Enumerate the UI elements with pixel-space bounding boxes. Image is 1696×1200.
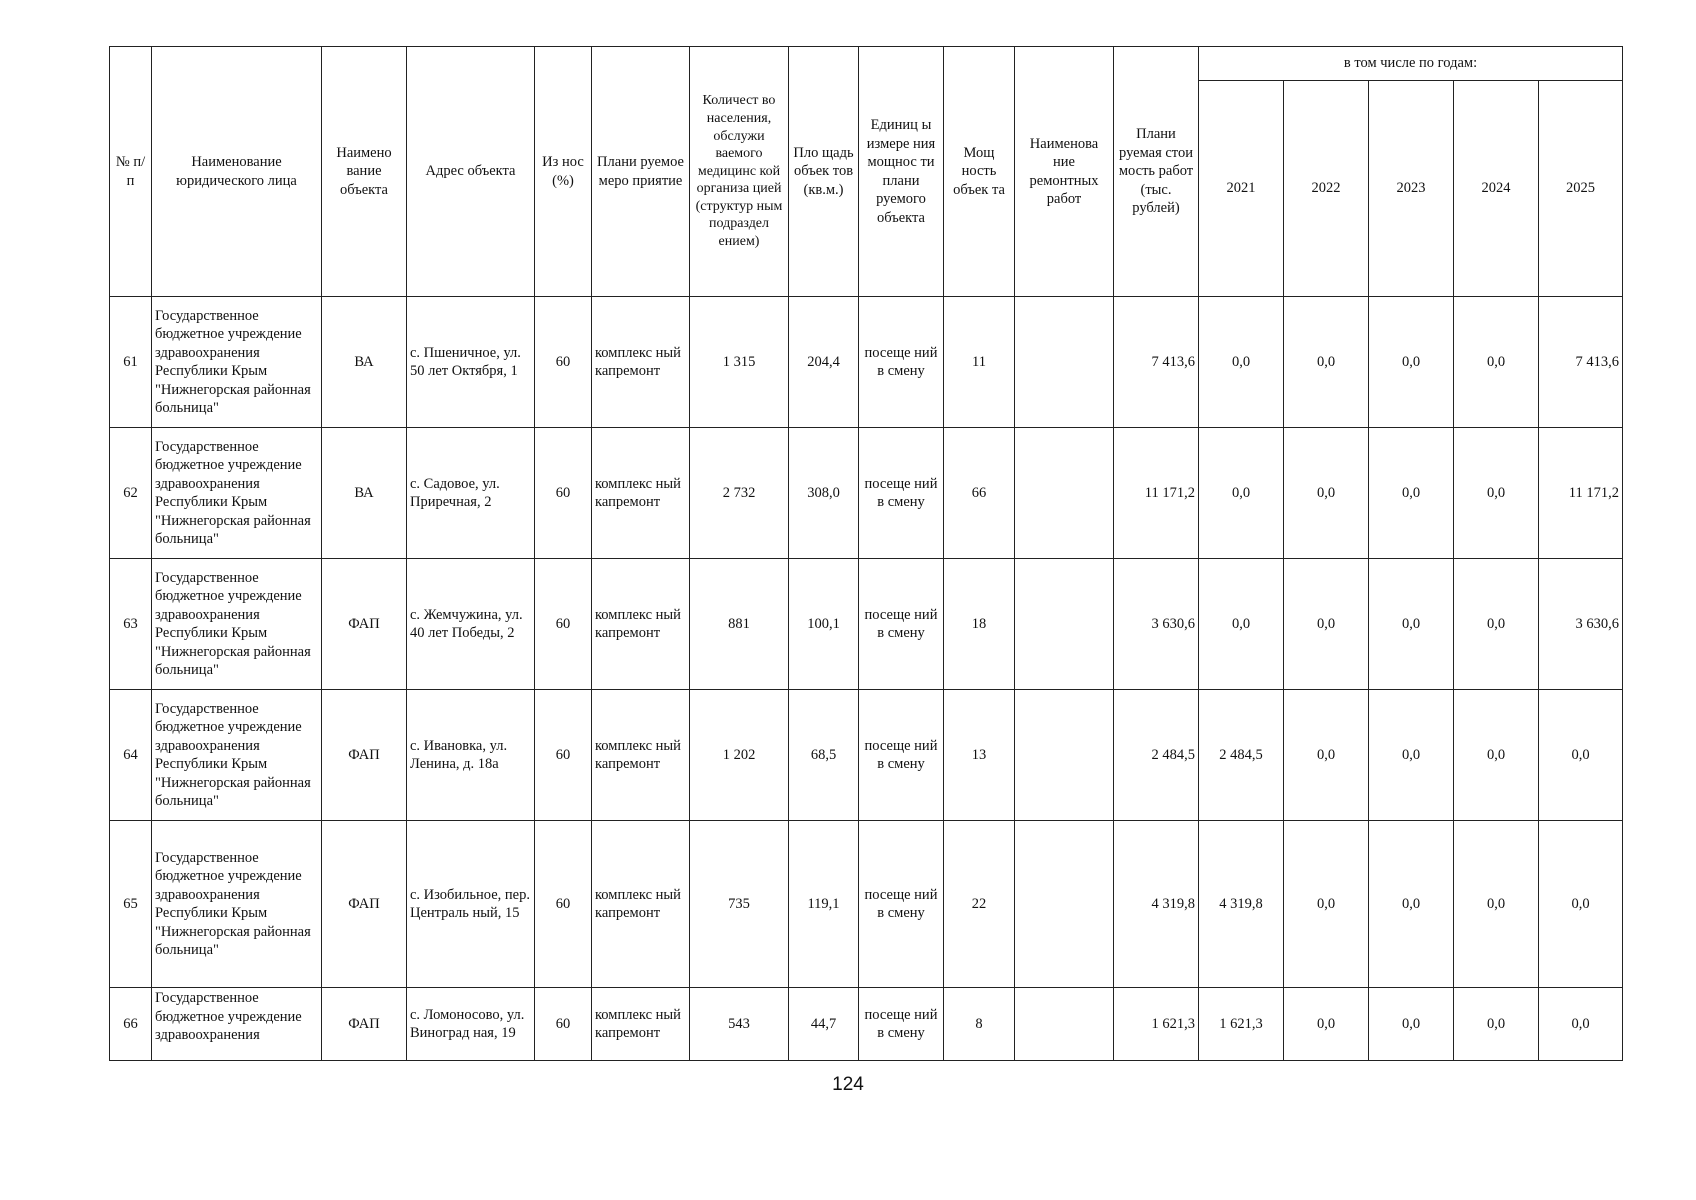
cell-legal-entity: Государственное бюджетное учреждение здравоохранения (152, 988, 322, 1061)
table-row (110, 297, 1623, 428)
cell-address: с. Жемчужина, ул. 40 лет Победы, 2 (407, 559, 535, 690)
cell-repair-works (1015, 988, 1114, 1061)
cell-legal-entity: Государственное бюджетное учреждение здравоохранения Республики Крым "Нижнегорская районная больница" (152, 821, 322, 988)
cell-year-2022: 0,0 (1284, 559, 1369, 690)
cell-area: 100,1 (789, 559, 859, 690)
header-planned-cost: Плани руемая стои мость работ (тыс. рублей) (1114, 47, 1199, 297)
cell-year-2025: 7 413,6 (1539, 297, 1623, 428)
cell-planned-event: комплекс ный капремонт (592, 690, 690, 821)
cell-legal-entity: Государственное бюджетное учреждение здравоохранения Республики Крым "Нижнегорская районная больница" (152, 428, 322, 559)
cell-num: 64 (110, 690, 152, 821)
cell-repair-works (1015, 690, 1114, 821)
cell-year-2023: 0,0 (1369, 428, 1454, 559)
cell-year-2022: 0,0 (1284, 690, 1369, 821)
header-object-name: Наимено вание объекта (322, 47, 407, 297)
cell-wear: 60 (535, 690, 592, 821)
header-wear: Из нос (%) (535, 47, 592, 297)
cell-year-2021: 4 319,8 (1199, 821, 1284, 988)
cell-year-2023: 0,0 (1369, 988, 1454, 1061)
cell-address: с. Ивановка, ул. Ленина, д. 18а (407, 690, 535, 821)
header-year: 2025 (1539, 81, 1623, 297)
cell-population: 881 (690, 559, 789, 690)
cell-year-2025: 0,0 (1539, 821, 1623, 988)
cell-repair-works (1015, 821, 1114, 988)
header-population: Количест во населения, обслужи ваемого медицинс кой организа цией (структур ным подраздел ением) (690, 47, 789, 297)
cell-year-2021: 1 621,3 (1199, 988, 1284, 1061)
header-capacity: Мощ ность объек та (944, 47, 1015, 297)
header-capacity-unit: Единиц ы измере ния мощнос ти плани руемого объекта (859, 47, 944, 297)
repair-plan-table (109, 46, 1623, 1061)
cell-planned-cost: 2 484,5 (1114, 690, 1199, 821)
cell-num: 62 (110, 428, 152, 559)
cell-object-name: ФАП (322, 559, 407, 690)
cell-capacity: 18 (944, 559, 1015, 690)
cell-capacity-unit: посеще ний в смену (859, 988, 944, 1061)
cell-planned-event: комплекс ный капремонт (592, 297, 690, 428)
cell-year-2022: 0,0 (1284, 821, 1369, 988)
cell-year-2024: 0,0 (1454, 428, 1539, 559)
cell-object-name: ВА (322, 428, 407, 559)
cell-population: 1 315 (690, 297, 789, 428)
cell-object-name: ФАП (322, 988, 407, 1061)
header-year: 2021 (1199, 81, 1284, 297)
cell-planned-event: комплекс ный капремонт (592, 428, 690, 559)
cell-legal-entity: Государственное бюджетное учреждение здравоохранения Республики Крым "Нижнегорская районная больница" (152, 559, 322, 690)
table-header (110, 47, 1623, 297)
cell-planned-event: комплекс ный капремонт (592, 559, 690, 690)
cell-year-2021: 0,0 (1199, 428, 1284, 559)
header-year: 2023 (1369, 81, 1454, 297)
cell-year-2025: 11 171,2 (1539, 428, 1623, 559)
cell-year-2021: 0,0 (1199, 559, 1284, 690)
cell-address: с. Изобильное, пер. Централь ный, 15 (407, 821, 535, 988)
header-address: Адрес объекта (407, 47, 535, 297)
cell-wear: 60 (535, 428, 592, 559)
cell-object-name: ФАП (322, 690, 407, 821)
cell-year-2023: 0,0 (1369, 821, 1454, 988)
header-repair-works: Наименова ние ремонтных работ (1015, 47, 1114, 297)
cell-repair-works (1015, 428, 1114, 559)
cell-year-2024: 0,0 (1454, 559, 1539, 690)
cell-year-2023: 0,0 (1369, 690, 1454, 821)
header-year: 2024 (1454, 81, 1539, 297)
cell-year-2025: 0,0 (1539, 988, 1623, 1061)
cell-legal-entity: Государственное бюджетное учреждение здравоохранения Республики Крым "Нижнегорская районная больница" (152, 297, 322, 428)
cell-planned-cost: 1 621,3 (1114, 988, 1199, 1061)
cell-area: 204,4 (789, 297, 859, 428)
cell-year-2022: 0,0 (1284, 428, 1369, 559)
table-body (110, 297, 1623, 1061)
cell-year-2022: 0,0 (1284, 297, 1369, 428)
cell-year-2022: 0,0 (1284, 988, 1369, 1061)
cell-capacity: 11 (944, 297, 1015, 428)
cell-capacity: 8 (944, 988, 1015, 1061)
cell-num: 65 (110, 821, 152, 988)
cell-area: 44,7 (789, 988, 859, 1061)
cell-address: с. Садовое, ул. Приречная, 2 (407, 428, 535, 559)
cell-year-2024: 0,0 (1454, 690, 1539, 821)
cell-legal-entity: Государственное бюджетное учреждение здравоохранения Республики Крым "Нижнегорская районная больница" (152, 690, 322, 821)
cell-capacity-unit: посеще ний в смену (859, 559, 944, 690)
cell-population: 1 202 (690, 690, 789, 821)
cell-capacity: 22 (944, 821, 1015, 988)
cell-year-2024: 0,0 (1454, 821, 1539, 988)
table-row (110, 821, 1623, 988)
cell-num: 61 (110, 297, 152, 428)
cell-area: 68,5 (789, 690, 859, 821)
cell-capacity-unit: посеще ний в смену (859, 821, 944, 988)
cell-population: 2 732 (690, 428, 789, 559)
header-year: 2022 (1284, 81, 1369, 297)
cell-object-name: ФАП (322, 821, 407, 988)
table-row (110, 428, 1623, 559)
cell-capacity-unit: посеще ний в смену (859, 690, 944, 821)
cell-year-2023: 0,0 (1369, 559, 1454, 690)
cell-planned-event: комплекс ный капремонт (592, 821, 690, 988)
cell-year-2023: 0,0 (1369, 297, 1454, 428)
cell-repair-works (1015, 559, 1114, 690)
table-row (110, 559, 1623, 690)
cell-year-2025: 3 630,6 (1539, 559, 1623, 690)
cell-capacity: 13 (944, 690, 1015, 821)
cell-year-2021: 0,0 (1199, 297, 1284, 428)
cell-planned-cost: 11 171,2 (1114, 428, 1199, 559)
cell-year-2024: 0,0 (1454, 988, 1539, 1061)
cell-capacity: 66 (944, 428, 1015, 559)
cell-num: 63 (110, 559, 152, 690)
cell-capacity-unit: посеще ний в смену (859, 297, 944, 428)
cell-address: с. Пшеничное, ул. 50 лет Октября, 1 (407, 297, 535, 428)
cell-wear: 60 (535, 821, 592, 988)
cell-population: 735 (690, 821, 789, 988)
cell-num: 66 (110, 988, 152, 1061)
cell-population: 543 (690, 988, 789, 1061)
cell-repair-works (1015, 297, 1114, 428)
header-num: № п/п (110, 47, 152, 297)
cell-address: с. Ломоносово, ул. Виноград ная, 19 (407, 988, 535, 1061)
cell-planned-cost: 3 630,6 (1114, 559, 1199, 690)
cell-planned-cost: 7 413,6 (1114, 297, 1199, 428)
cell-planned-event: комплекс ный капремонт (592, 988, 690, 1061)
cell-object-name: ВА (322, 297, 407, 428)
header-by-years: в том числе по годам: (1199, 47, 1623, 81)
cell-wear: 60 (535, 297, 592, 428)
cell-year-2025: 0,0 (1539, 690, 1623, 821)
cell-wear: 60 (535, 988, 592, 1061)
cell-capacity-unit: посеще ний в смену (859, 428, 944, 559)
cell-year-2021: 2 484,5 (1199, 690, 1284, 821)
table-row (110, 988, 1623, 1061)
page-number: 124 (832, 1074, 864, 1095)
header-legal-entity: Наименование юридического лица (152, 47, 322, 297)
cell-year-2024: 0,0 (1454, 297, 1539, 428)
table-row (110, 690, 1623, 821)
cell-planned-cost: 4 319,8 (1114, 821, 1199, 988)
cell-wear: 60 (535, 559, 592, 690)
cell-area: 119,1 (789, 821, 859, 988)
cell-area: 308,0 (789, 428, 859, 559)
header-area: Пло щадь объек тов (кв.м.) (789, 47, 859, 297)
header-planned-event: Плани руемое меро приятие (592, 47, 690, 297)
